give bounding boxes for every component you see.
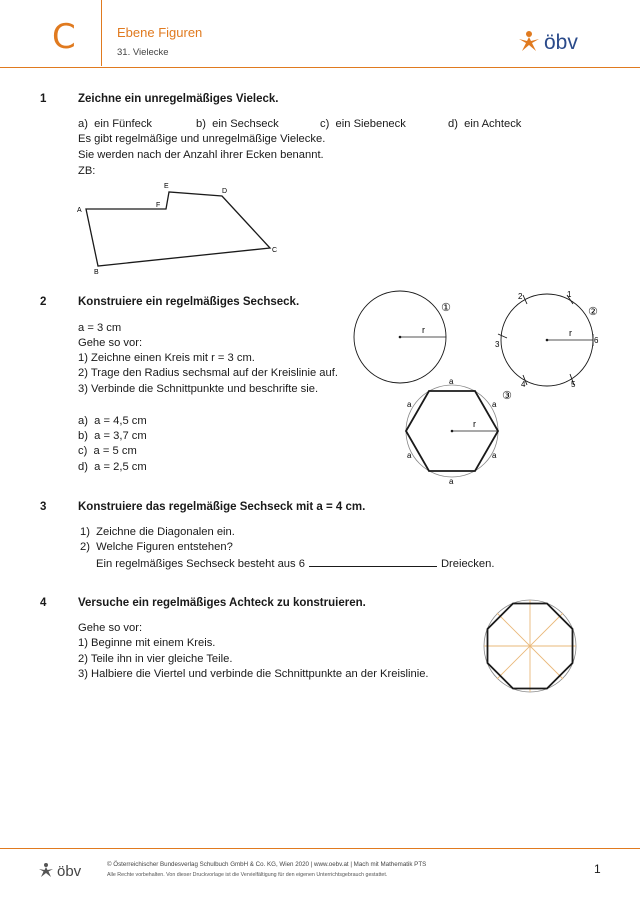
vertex-label-f: F [156, 202, 161, 209]
side-label-bottom: a [449, 477, 454, 486]
footer-copyright: © Österreichischer Bundesverlag Schulbuch GmbH & Co. KG, Wien 2020 | www.oebv.at | Mach mit Mathematik PTS [107, 861, 427, 868]
radius-label-step-1: r [422, 325, 425, 335]
task3-number: 3 [40, 501, 47, 513]
step-1-marker: ① [441, 302, 451, 314]
task1-info-line-3: ZB: [78, 165, 96, 177]
task1-info-line-2: Sie werden nach der Anzahl ihrer Ecken benannt. [78, 149, 324, 161]
footer-oebv-star-icon [39, 863, 53, 877]
page-number: 1 [594, 862, 601, 876]
irregular-polygon-example [70, 178, 290, 278]
octagon-construction-figure [475, 596, 585, 696]
footer-rule [0, 848, 640, 849]
task2-exercise-b: b) a = 3,7 cm [78, 430, 147, 442]
footer-rights: Alle Rechte vorbehalten. Von dieser Druckvorlage ist die Vervielfältigung für den eigenen Unterrichtsgebrauch gestattet. [107, 872, 388, 878]
mark-label-3: 3 [495, 340, 500, 349]
task2-step-1: 1) Zeichne einen Kreis mit r = 3 cm. [78, 352, 255, 364]
step-2-marker: ② [588, 306, 598, 318]
task2-exercise-d: d) a = 2,5 cm [78, 461, 147, 473]
construction-step-2 [495, 290, 599, 389]
task3-answer-line: Ein regelmäßiges Sechseck besteht aus 6 Dreiecken. [96, 558, 495, 570]
oebv-star-icon [519, 31, 539, 51]
task1-option-d: d) ein Achteck [448, 118, 522, 130]
vertex-label-b: B [94, 269, 99, 276]
footer-oebv-logo [38, 861, 90, 879]
task4-number: 4 [40, 597, 47, 609]
task4-step-1: 1) Beginne mit einem Kreis. [78, 637, 216, 649]
side-label-top-right: a [492, 400, 497, 409]
radius-label-step-2: r [569, 328, 572, 338]
vertex-label-d: D [222, 188, 228, 195]
mark-label-6: 6 [594, 336, 599, 345]
task4-title: Versuche ein regelmäßiges Achteck zu konstruieren. [78, 597, 366, 609]
footer-oebv-logo-text: öbv [57, 863, 82, 879]
task3-item-1: 1) Zeichne die Diagonalen ein. [80, 526, 235, 538]
center-point-step-3 [451, 430, 454, 433]
task2-step-2: 2) Trage den Radius sechsmal auf der Kreislinie auf. [78, 367, 338, 379]
radius-label-step-3: r [473, 419, 476, 429]
task4-step-2: 2) Teile ihn in vier gleiche Teile. [78, 653, 233, 665]
task1-option-b: b) ein Sechseck [196, 118, 279, 130]
page-subtitle: 31. Vielecke [117, 47, 169, 58]
mark-label-4: 4 [521, 380, 526, 389]
vertex-label-a: A [77, 207, 82, 214]
chapter-letter: C [52, 17, 76, 57]
task1-option-c: c) ein Siebeneck [320, 118, 406, 130]
task2-exercise-c: c) a = 5 cm [78, 445, 137, 457]
mark-label-5: 5 [571, 380, 576, 389]
side-label-top-left: a [407, 400, 412, 409]
header-divider [101, 0, 102, 66]
task4-steps-intro: Gehe so vor: [78, 622, 143, 634]
side-label-bottom-right: a [492, 451, 497, 460]
oebv-logo [517, 28, 592, 54]
task2-given: a = 3 cm [78, 322, 122, 334]
task1-info-line-1: Es gibt regelmäßige und unregelmäßige Vielecke. [78, 133, 326, 145]
task1-option-a: a) ein Fünfeck [78, 118, 153, 130]
task4-step-3: 3) Halbiere die Viertel und verbinde die Schnittpunkte an der Kreislinie. [78, 668, 429, 680]
task2-step-3: 3) Verbinde die Schnittpunkte und beschrifte sie. [78, 383, 319, 395]
octagon-guide-lines [484, 600, 576, 692]
vertex-label-c: C [272, 247, 278, 254]
construction-step-3 [406, 377, 512, 486]
oebv-logo-text: öbv [544, 31, 578, 54]
header-rule [0, 67, 640, 68]
task2-steps-intro: Gehe so vor: [78, 337, 143, 349]
task3-item-2: 2) Welche Figuren entstehen? [80, 541, 233, 553]
task2-title: Konstruiere ein regelmäßiges Sechseck. [78, 296, 300, 308]
vertex-label-e: E [164, 183, 169, 190]
page-title: Ebene Figuren [117, 25, 203, 40]
center-point-step-2 [546, 339, 549, 342]
construction-step-1 [354, 291, 451, 383]
task1-number: 1 [40, 93, 47, 105]
mark-label-1: 1 [567, 290, 572, 299]
task2-exercise-a: a) a = 4,5 cm [78, 415, 147, 427]
side-label-bottom-left: a [407, 451, 412, 460]
mark-label-2: 2 [518, 292, 523, 301]
answer-blank[interactable] [309, 556, 437, 567]
task2-number: 2 [40, 296, 47, 308]
task1-title: Zeichne ein unregelmäßiges Vieleck. [78, 93, 279, 105]
step-3-marker: ③ [502, 390, 512, 402]
task3-title: Konstruiere das regelmäßige Sechseck mit a = 4 cm. [78, 501, 366, 513]
side-label-top: a [449, 377, 454, 386]
center-point-step-1 [399, 336, 402, 339]
irregular-hexagon-shape [86, 192, 270, 266]
hexagon-construction-figure [340, 285, 630, 490]
